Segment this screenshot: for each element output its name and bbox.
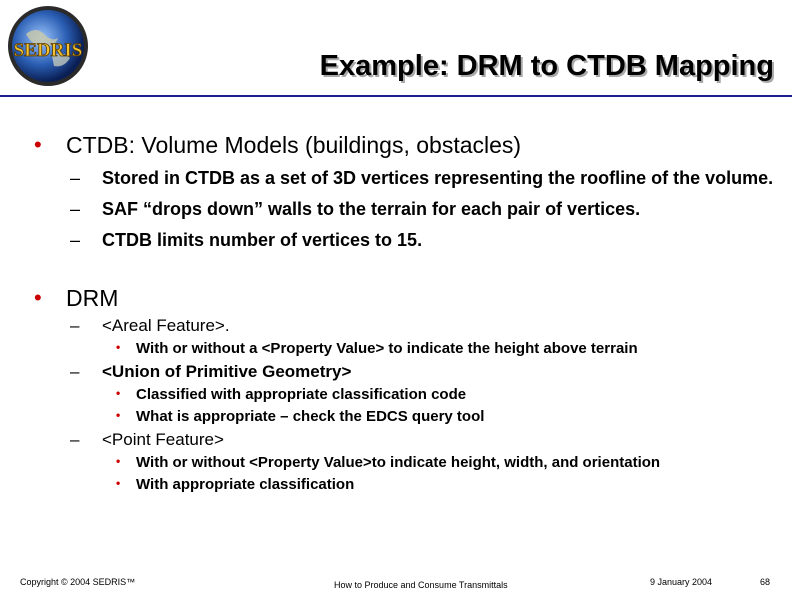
title-divider <box>0 95 792 97</box>
dash-icon: – <box>70 230 81 250</box>
bullet-icon: • <box>116 476 121 490</box>
dash-icon: – <box>70 362 80 381</box>
list-item-text: <Areal Feature>. <box>102 316 230 335</box>
bullet-icon: • <box>116 386 121 400</box>
sub-list-item-text: With or without a <Property Value> to indicate the height above terrain <box>136 340 638 357</box>
section-heading-ctdb <box>30 130 790 160</box>
section-heading-text: DRM <box>66 285 119 311</box>
list-item-text: CTDB limits number of vertices to 15. <box>102 230 423 250</box>
footer-page-number: 68 <box>760 577 771 587</box>
sub-list-item <box>30 474 790 495</box>
dash-icon: – <box>70 199 81 219</box>
list-item <box>30 166 790 191</box>
sub-list-item <box>30 406 790 427</box>
bullet-icon: • <box>34 132 42 157</box>
sedris-logo <box>6 4 90 88</box>
footer-presentation-title: How to Produce and Consume Transmittals <box>334 580 508 590</box>
sub-list-item-text: With or without <Property Value>to indicate height, width, and orientation <box>136 454 661 471</box>
list-item <box>30 197 790 222</box>
sub-list-item <box>30 338 790 359</box>
sub-list-item-text: Classified with appropriate classification code <box>136 386 467 403</box>
list-item-text: SAF “drops down” walls to the terrain for each pair of vertices. <box>102 199 641 219</box>
list-item <box>30 315 790 337</box>
section-heading-drm <box>30 283 790 313</box>
footer-copyright: Copyright © 2004 SEDRIS™ <box>20 577 136 587</box>
footer-date: 9 January 2004 <box>650 577 713 587</box>
slide-title: Example: DRM to CTDB Mapping <box>319 50 774 82</box>
list-item-text: <Point Feature> <box>102 430 224 449</box>
section-heading-text: CTDB: Volume Models (buildings, obstacles) <box>66 132 522 158</box>
sub-list-item-text: With appropriate classification <box>136 476 355 493</box>
slide-content <box>30 130 790 495</box>
list-item <box>30 361 790 383</box>
bullet-icon: • <box>34 285 42 310</box>
list-item <box>30 228 790 253</box>
dash-icon: – <box>70 168 81 188</box>
bullet-icon: • <box>116 408 121 422</box>
dash-icon: – <box>70 316 80 335</box>
list-item-text: Stored in CTDB as a set of 3D vertices representing the roofline of the volume. <box>102 168 774 188</box>
sub-list-item-text: What is appropriate – check the EDCS query tool <box>136 408 485 425</box>
logo-text: SEDRIS <box>13 40 83 61</box>
dash-icon: – <box>70 430 80 449</box>
sub-list-item <box>30 452 790 473</box>
bullet-icon: • <box>116 340 121 354</box>
list-item-text: <Union of Primitive Geometry> <box>102 362 352 381</box>
bullet-icon: • <box>116 454 121 468</box>
sub-list-item <box>30 384 790 405</box>
list-item <box>30 429 790 451</box>
